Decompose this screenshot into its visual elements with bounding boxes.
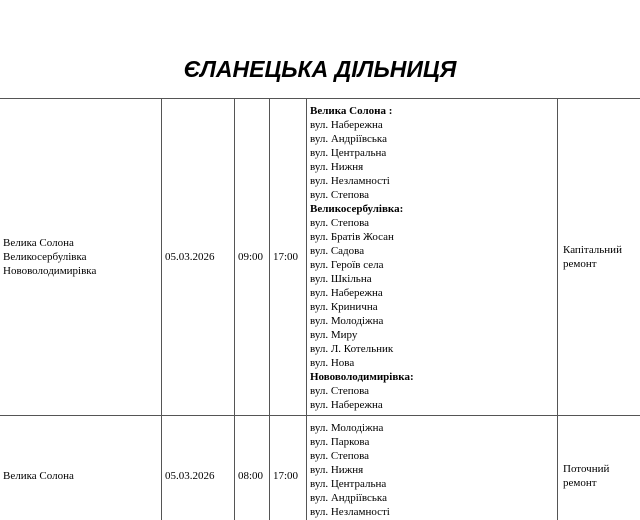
addresses-cell	[307, 416, 558, 520]
outage-schedule-table	[0, 98, 640, 520]
street-name: вул. Андріївська	[310, 492, 387, 504]
street-name: вул. Степова	[310, 189, 370, 201]
settlement-name: Велика Солона	[3, 237, 74, 249]
street-name: вул. Молодіжна	[310, 422, 384, 434]
time-to-cell: 17:00	[270, 416, 307, 520]
street-name: вул. Л. Котельник	[310, 343, 394, 355]
street-name: вул. Незламності	[310, 175, 390, 187]
street-name: вул. Степова	[310, 450, 370, 462]
addresses-cell	[307, 99, 558, 416]
street-name: вул. Набережна	[310, 287, 383, 299]
street-name: вул. Молодіжна	[310, 315, 384, 327]
settlement-name: Велика Солона	[3, 469, 74, 482]
village-heading: Нововолодимирівка:	[310, 371, 414, 383]
street-name: вул. Степова	[310, 217, 370, 229]
work-type-text: ремонт	[563, 476, 597, 489]
village-heading: Великосербулівка:	[310, 203, 404, 215]
settlement-name: Нововолодимирівка	[3, 265, 97, 277]
street-name: вул. Садова	[310, 245, 365, 257]
street-name: вул. Андріївська	[310, 133, 387, 145]
street-name: вул. Степова	[310, 385, 370, 397]
settlements-cell	[0, 416, 162, 520]
date-cell: 05.03.2026	[162, 99, 235, 416]
street-name: вул. Набережна	[310, 119, 383, 131]
street-name: вул. Героїв села	[310, 259, 384, 271]
work-type-cell	[558, 99, 640, 416]
work-type-cell	[558, 416, 640, 520]
work-type-text: ремонт	[563, 258, 597, 270]
settlements-cell	[0, 99, 162, 416]
time-to-cell: 17:00	[270, 99, 307, 416]
street-name: вул. Нижня	[310, 464, 364, 476]
time-from-cell: 08:00	[235, 416, 270, 520]
street-name: вул. Незламності	[310, 506, 390, 518]
village-heading: Велика Солона :	[310, 105, 393, 117]
street-name: вул. Нова	[310, 357, 355, 369]
date-cell: 05.03.2026	[162, 416, 235, 520]
work-type-text: Капітальний	[563, 244, 622, 256]
street-name: вул. Шкільна	[310, 273, 372, 285]
table-row	[0, 416, 640, 520]
section-heading: ЄЛАНЕЦЬКА ДІЛЬНИЦЯ	[183, 56, 457, 82]
settlement-name: Великосербулівка	[3, 251, 87, 263]
work-type-text: Поточний	[563, 462, 610, 475]
time-from-cell: 09:00	[235, 99, 270, 416]
street-name: вул. Центральна	[310, 147, 387, 159]
street-name: вул. Миру	[310, 329, 358, 341]
street-name: вул. Центральна	[310, 478, 387, 490]
street-name: вул. Нижня	[310, 161, 364, 173]
street-name: вул. Братів Жосан	[310, 231, 394, 243]
table-row	[0, 99, 640, 416]
street-name: вул. Набережна	[310, 399, 383, 411]
street-name: вул. Кринична	[310, 301, 378, 313]
street-name: вул. Паркова	[310, 436, 370, 448]
